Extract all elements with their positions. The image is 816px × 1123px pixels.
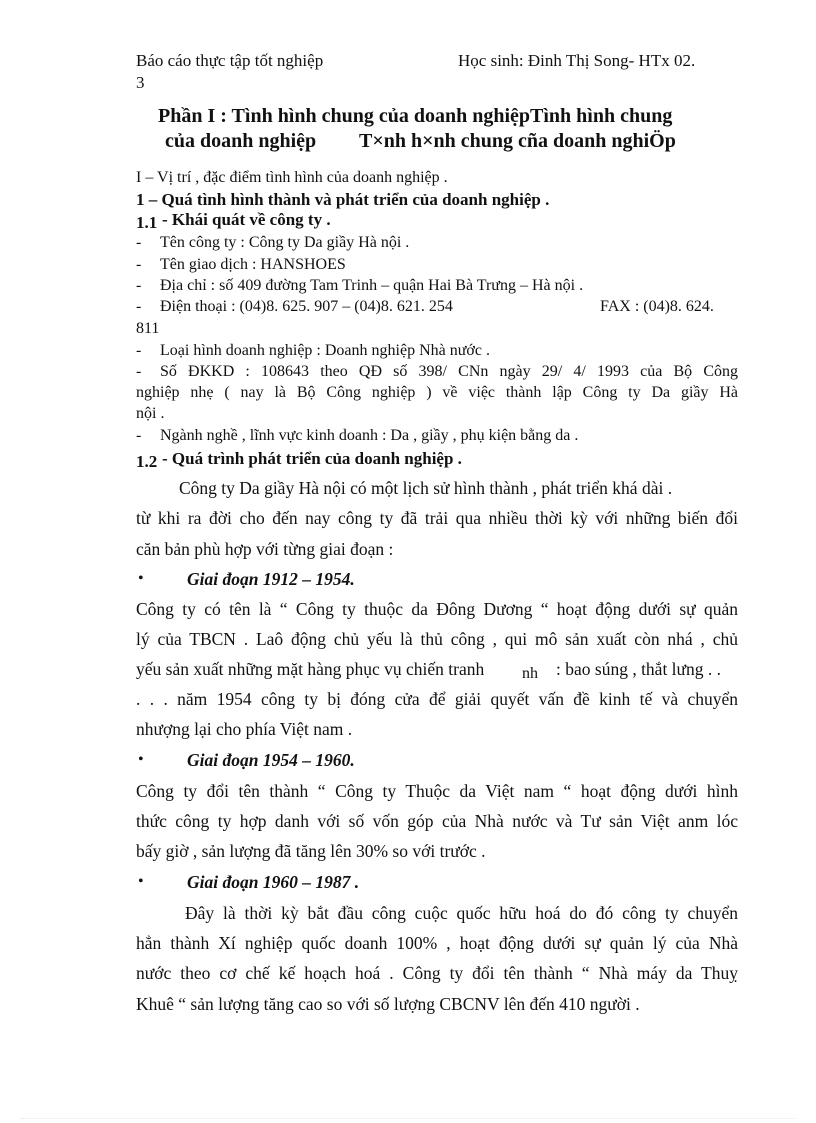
list-dash: - — [136, 298, 142, 315]
header-page-number: 3 — [136, 73, 145, 92]
list-dash: - — [136, 234, 142, 251]
intro-line-1: Công ty Da giầy Hà nội có một lịch sử hình thành , phát triển khá dài . — [179, 478, 673, 498]
stage-2-line-1: Công ty đổi tên thành “ Công ty Thuộc da Việt nam “ hoạt động dưới hình — [136, 781, 738, 801]
stage-2-title: Giai đoạn 1954 – 1960. — [187, 750, 355, 770]
list-dash: - — [136, 342, 142, 359]
list-dash: - — [136, 427, 142, 444]
company-business: Ngành nghề , lĩnh vực kinh doanh : Da , giầy , phụ kiện bằng da . — [160, 427, 579, 444]
company-name: Tên công ty : Công ty Da giầy Hà nội . — [160, 234, 410, 251]
stage-1-line-3-sub: nh — [522, 665, 538, 682]
company-reg-line-3: nội . — [136, 405, 165, 422]
section-1-2-number: 1.2 — [136, 452, 158, 471]
company-type: Loại hình doanh nghiệp : Doanh nghiệp Nhà nước . — [160, 342, 490, 359]
stage-1-line-3: yếu sản xuất những mặt hàng phục vụ chiến tranh — [136, 659, 485, 679]
header-left: Báo cáo thực tập tốt nghiệp — [136, 51, 324, 70]
stage-1-line-2: lý của TBCN . Laô động chủ yếu là thủ công , qui mô sản xuất còn nhá , chủ — [136, 629, 738, 649]
page-bottom-rule — [20, 1118, 796, 1119]
list-dash: - — [136, 277, 142, 294]
title-line-1: Phần I : Tình hình chung của doanh nghiệpTình hình chung — [158, 105, 673, 127]
bullet-icon: • — [138, 751, 144, 768]
stage-2-line-3: bấy giờ , sản lượng đã tăng lên 30% so với trước . — [136, 841, 486, 861]
section-1-2-label: - Quá trình phát triển của doanh nghiệp . — [162, 449, 462, 468]
company-trade-name: Tên giao dịch : HANSHOES — [160, 256, 346, 273]
intro-line-3: căn bản phù hợp với từng giai đoạn : — [136, 539, 394, 559]
stage-1-title: Giai đoạn 1912 – 1954. — [187, 569, 355, 589]
company-phone: Điện thoại : (04)8. 625. 907 – (04)8. 621. 254 — [160, 298, 453, 315]
list-dash: - — [136, 256, 142, 273]
company-fax-cont: 811 — [136, 320, 160, 337]
company-fax: FAX : (04)8. 624. — [600, 298, 714, 315]
header-right: Học sinh: Đinh Thị Song- HTx 02. — [458, 51, 696, 70]
stage-1-line-4: . . . năm 1954 công ty bị đóng cửa để giải quyết vấn đề kinh tế và chuyển — [136, 689, 738, 709]
stage-2-line-2: thức công ty hợp danh với số vốn góp của Nhà nước và Tư sản Việt anm lóc — [136, 811, 738, 831]
section-i-heading: I – Vị trí , đặc điểm tình hình của doanh nghiệp . — [136, 169, 448, 186]
title-line-2a: của doanh nghiệp — [165, 130, 317, 152]
section-1-heading: 1 – Quá tình hình thành và phát triển của doanh nghiệp . — [136, 190, 550, 209]
intro-line-2: từ khi ra đời cho đến nay công ty đã trải qua nhiều thời kỳ với những biến đổi — [136, 508, 738, 528]
bullet-icon: • — [138, 570, 144, 587]
stage-3-title: Giai đoạn 1960 – 1987 . — [187, 872, 360, 892]
company-reg-line-1: Số ĐKKD : 108643 theo QĐ số 398/ CNn ngày 29/ 4/ 1993 của Bộ Công — [160, 363, 738, 380]
section-1-1-number: 1.1 — [136, 213, 158, 232]
stage-3-line-3: nước theo cơ chế kế hoạch hoá . Công ty đổi tên thành “ Nhà máy da Thuỵ — [136, 963, 738, 983]
stage-3-line-4: Khuê “ sản lượng tăng cao so với số lượng CBCNV lên đến 410 người . — [136, 994, 640, 1014]
stage-3-line-1: Đây là thời kỳ bắt đầu công cuộc quốc hữu hoá do đó công ty chuyển — [185, 903, 738, 923]
stage-3-line-2: hẳn thành Xí nghiệp quốc doanh 100% , hoạt động dưới sự quản lý của Nhà — [136, 933, 738, 953]
company-reg-line-2: nghiệp nhẹ ( nay là Bộ Công nghiệp ) về việc thành lập Công ty Da giầy Hà — [136, 384, 738, 401]
stage-1-line-1: Công ty có tên là “ Công ty thuộc da Đông Dương “ hoạt động dưới sự quản — [136, 599, 738, 619]
list-dash: - — [136, 363, 142, 380]
company-address: Địa chỉ : số 409 đường Tam Trinh – quận Hai Bà Trưng – Hà nội . — [160, 277, 584, 294]
section-1-1-label: - Khái quát về công ty . — [162, 210, 331, 229]
bullet-icon: • — [138, 873, 144, 890]
title-line-2b: T×nh h×nh chung cña doanh nghiÖp — [359, 130, 676, 152]
stage-1-line-3-tail: : bao súng , thắt lưng . . — [556, 659, 722, 679]
stage-1-line-5: nhượng lại cho phía Việt nam . — [136, 719, 353, 739]
